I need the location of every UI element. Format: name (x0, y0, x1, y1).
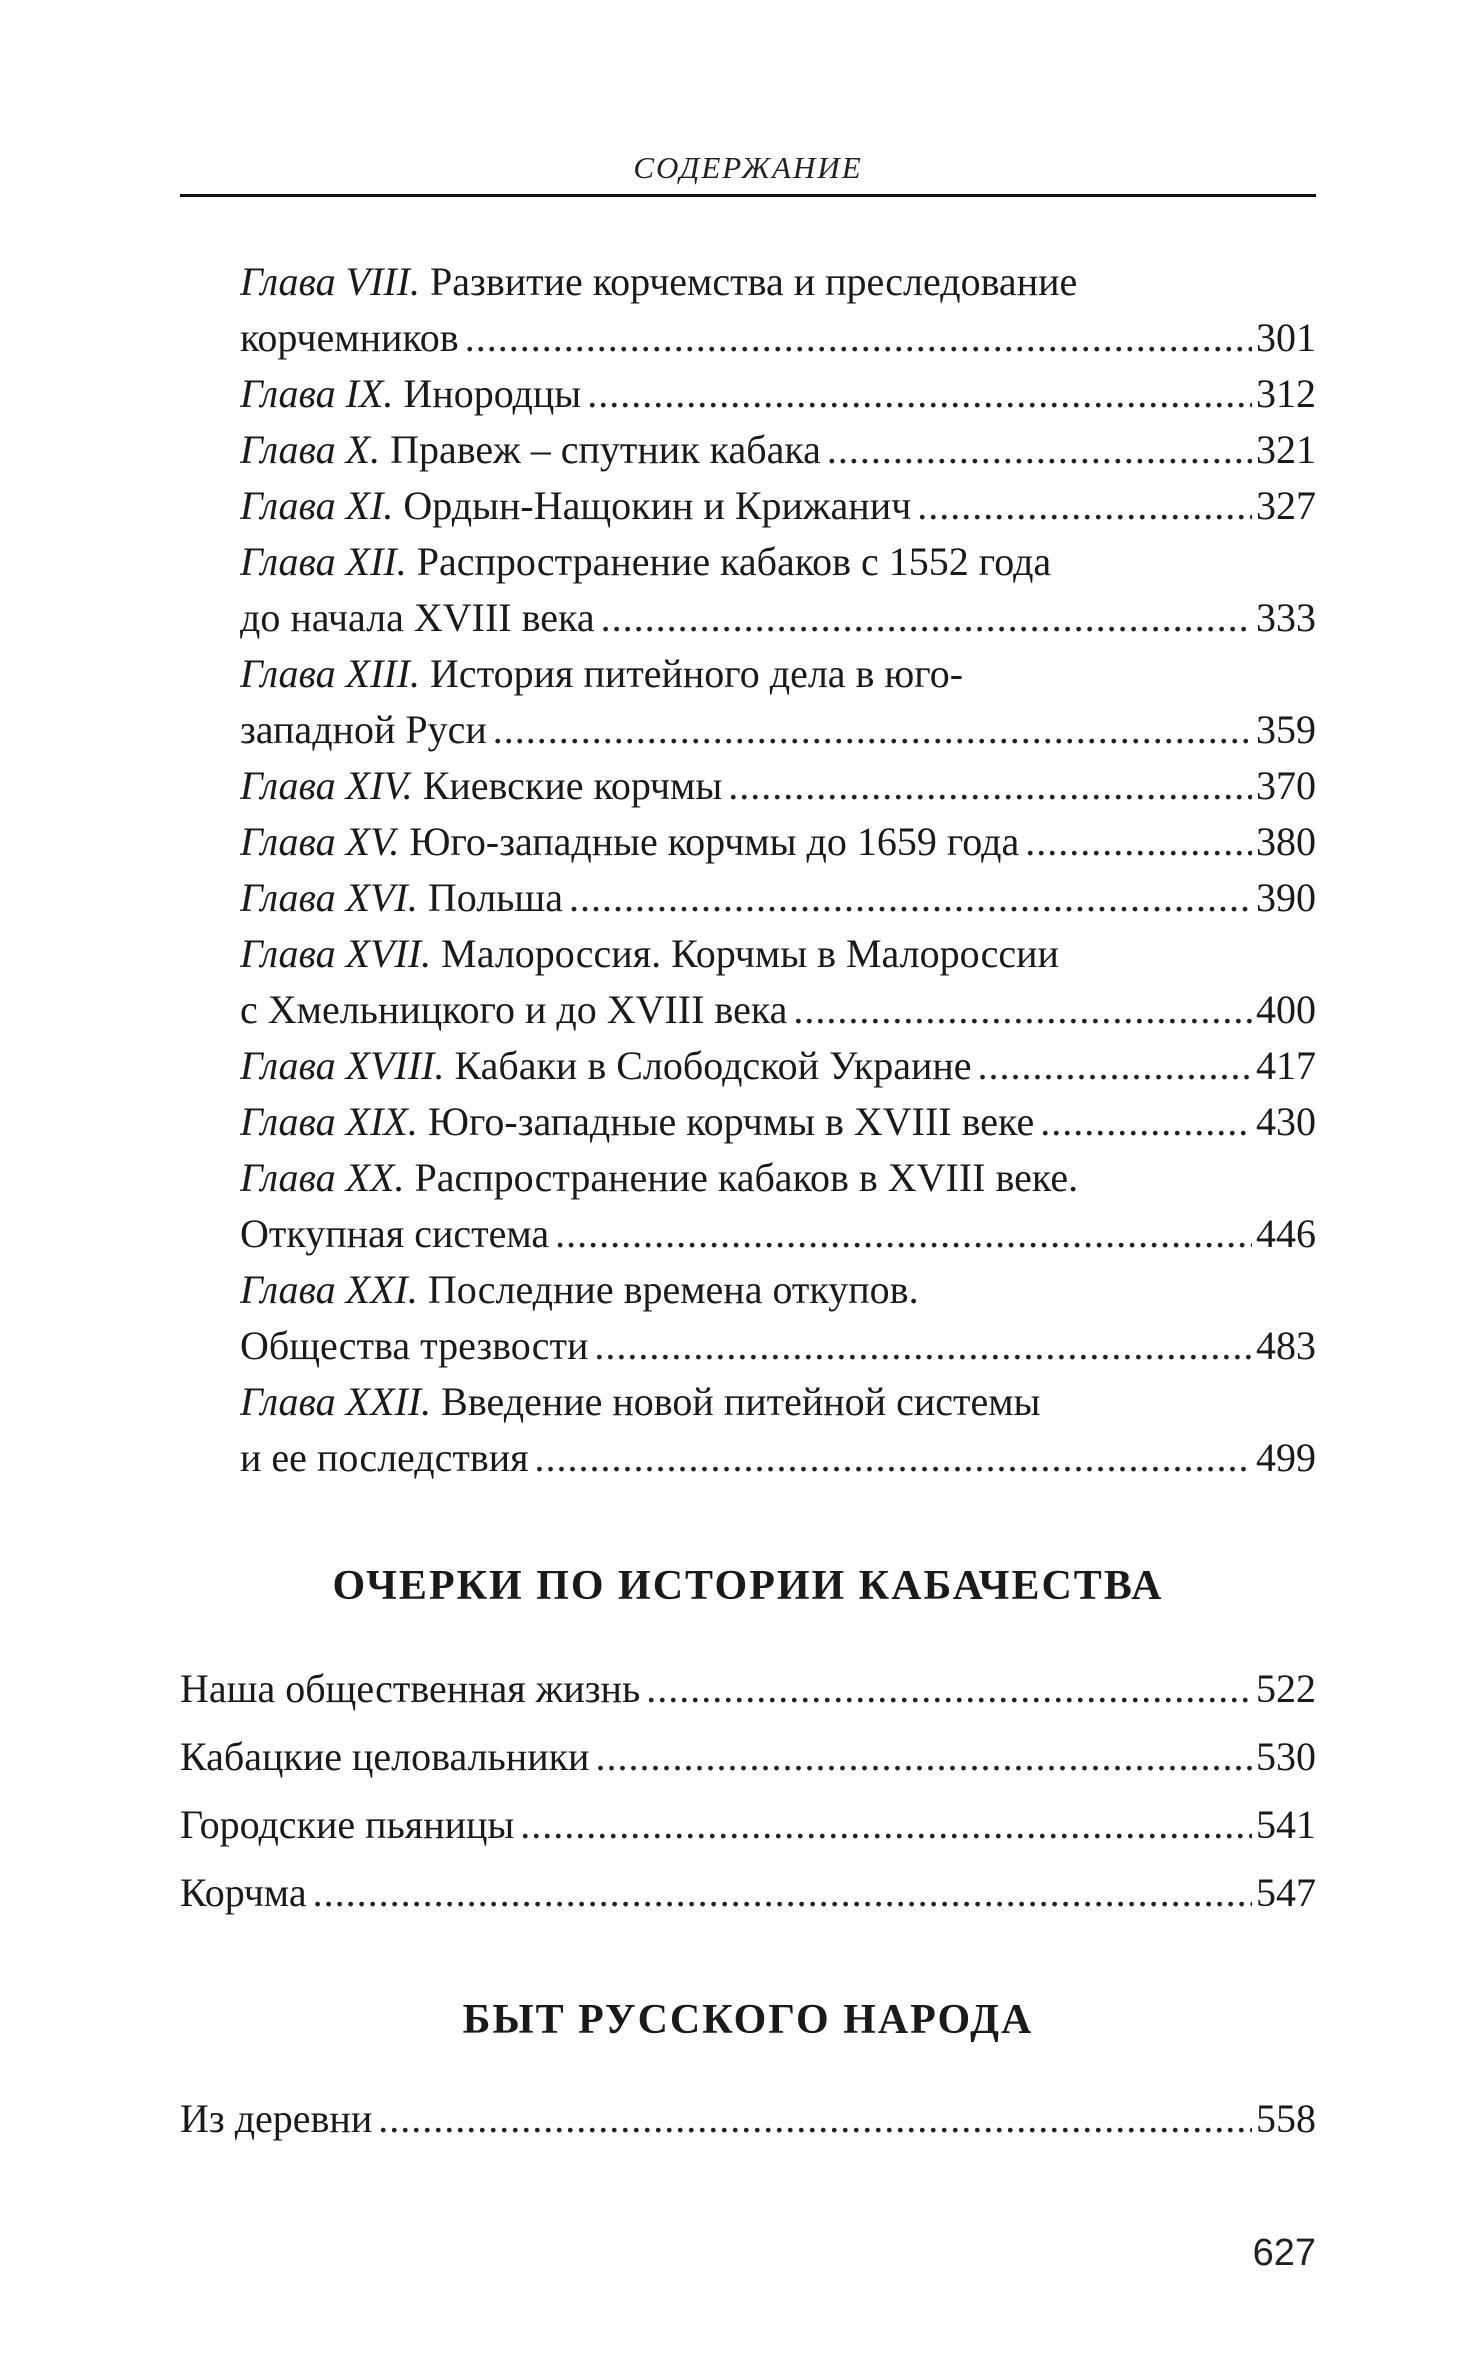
dot-leader (917, 478, 1252, 534)
page-ref: 359 (1256, 707, 1316, 752)
toc-entry-line (240, 422, 1316, 478)
page-ref: 370 (1256, 763, 1316, 808)
chapter-label: Глава XXI. (240, 1267, 418, 1312)
chapter-title: Юго-западные корчмы в XVIII веке (427, 1099, 1035, 1144)
toc-entry-line (240, 1206, 1316, 1262)
chapter-title: Кабаки в Слободской Украине (454, 1043, 972, 1088)
toc-entry (240, 366, 1316, 422)
chapter-label: Глава XV. (240, 819, 400, 864)
toc-entry-text (240, 982, 787, 1038)
essay-title: Кабацкие целовальники (180, 1734, 590, 1779)
toc-entry-text (240, 1374, 1040, 1430)
toc-entry-text (240, 422, 821, 478)
dot-leader (1025, 814, 1252, 870)
chapter-title: западной Руси (240, 707, 487, 752)
toc-entry-line (240, 254, 1316, 310)
toc-entry-text (240, 702, 487, 758)
page-ref: 430 (1256, 1099, 1316, 1144)
chapter-title: Распространение кабаков с 1552 года (416, 539, 1052, 584)
toc-entry (240, 1262, 1316, 1374)
essay-title: Из деревни (180, 2096, 373, 2141)
toc-entry-line (240, 1318, 1316, 1374)
page-ref: 301 (1256, 315, 1316, 360)
toc-entry (240, 422, 1316, 478)
dot-leader (555, 1206, 1252, 1262)
section-title-ocherki: ОЧЕРКИ ПО ИСТОРИИ КАБАЧЕСТВА (332, 1563, 1164, 1609)
toc-entry (240, 1038, 1316, 1094)
page-ref: 522 (1256, 1666, 1316, 1711)
toc-entry (240, 814, 1316, 870)
dot-leader (827, 422, 1252, 478)
section-byt-list (180, 2085, 1316, 2153)
page-ref: 530 (1256, 1734, 1316, 1779)
dot-leader (601, 590, 1252, 646)
toc-entry-text (240, 478, 911, 534)
page-ref: 390 (1256, 875, 1316, 920)
section-title-byt: БЫТ РУССКОГО НАРОДА (462, 1997, 1034, 2043)
page-number: 627 (1252, 2232, 1316, 2274)
toc-entry-line (240, 310, 1316, 366)
dot-leader (1040, 1094, 1252, 1150)
toc-entry (240, 926, 1316, 1038)
chapter-title: Ордын-Нащокин и Крижанич (403, 483, 912, 528)
dot-leader (587, 366, 1252, 422)
toc-entry-line (240, 478, 1316, 534)
page-ref: 558 (1256, 2096, 1316, 2141)
chapter-title: Последние времена откупов. (427, 1267, 919, 1312)
chapter-title: Откупная система (240, 1211, 550, 1256)
chapter-title: Киевские корчмы (422, 763, 723, 808)
dot-leader (520, 1791, 1252, 1859)
dot-leader (793, 982, 1252, 1038)
section-ocherki-list (180, 1655, 1316, 1927)
toc-entry (240, 534, 1316, 646)
chapter-label: Глава XIX. (240, 1099, 418, 1144)
toc-entry-text (240, 1430, 529, 1486)
toc-entry-text (240, 926, 1059, 982)
chapter-title: Малороссия. Корчмы в Малороссии (441, 931, 1059, 976)
toc-entry-line (240, 814, 1316, 870)
toc-entry-line (240, 534, 1316, 590)
toc-entry-text (240, 1038, 972, 1094)
toc-entry (240, 478, 1316, 534)
chapter-title: Юго-западные корчмы до 1659 года (409, 819, 1020, 864)
toc-entry-text (240, 534, 1051, 590)
toc-entry-text (240, 814, 1019, 870)
chapter-title: Польша (427, 875, 563, 920)
chapter-title: с Хмельницкого и до XVIII века (240, 987, 788, 1032)
dot-leader (728, 758, 1252, 814)
page-ref: 333 (1256, 595, 1316, 640)
chapter-label: Глава XI. (240, 483, 394, 528)
page-ref: 380 (1256, 819, 1316, 864)
toc-entry-line (240, 646, 1316, 702)
toc-entry-text (240, 1094, 1034, 1150)
toc-entry-text (240, 1150, 1078, 1206)
toc-entry-text (240, 310, 459, 366)
page-ref: 321 (1256, 427, 1316, 472)
toc-entry-line (240, 982, 1316, 1038)
toc-entry (240, 1094, 1316, 1150)
toc-entry-line (240, 1430, 1316, 1486)
toc-entry-text (240, 1262, 919, 1318)
chapter-title: Распространение кабаков в XVIII веке. (414, 1155, 1079, 1200)
page-ref: 417 (1256, 1043, 1316, 1088)
toc-entry (240, 646, 1316, 758)
toc-entry-text (240, 646, 963, 702)
dot-leader (978, 1038, 1252, 1094)
page-ref: 327 (1256, 483, 1316, 528)
running-head: СОДЕРЖАНИЕ (633, 150, 863, 185)
dot-leader (493, 702, 1252, 758)
toc-entry-text (240, 758, 722, 814)
page-ref: 483 (1256, 1323, 1316, 1368)
page-ref: 547 (1256, 1870, 1316, 1915)
chapter-title: Развитие корчемства и преследование (430, 259, 1078, 304)
chapter-label: Глава IX. (240, 371, 394, 416)
chapter-label: Глава XXII. (240, 1379, 432, 1424)
chapter-label: Глава XIII. (240, 651, 421, 696)
toc-entry (180, 1723, 1316, 1791)
toc-entry-text (240, 366, 581, 422)
chapter-title: История питейного дела в юго- (430, 651, 964, 696)
chapter-label: Глава XIV. (240, 763, 413, 808)
page-ref: 499 (1256, 1435, 1316, 1480)
chapter-label: Глава XX. (240, 1155, 405, 1200)
chapter-label: Глава VIII. (240, 259, 421, 304)
toc-entry (240, 1150, 1316, 1262)
toc-entry (240, 1374, 1316, 1486)
chapter-label: Глава X. (240, 427, 381, 472)
chapter-list (240, 254, 1316, 1486)
toc-entry-text (240, 1206, 549, 1262)
header-rule (180, 194, 1316, 197)
chapter-title: корчемников (240, 315, 459, 360)
toc-entry-text (240, 1318, 588, 1374)
chapter-title: Инородцы (403, 371, 582, 416)
essay-title: Корчма (180, 1870, 307, 1915)
chapter-title: Общества трезвости (240, 1323, 589, 1368)
toc-entry-text (240, 590, 595, 646)
toc-entry-line (240, 926, 1316, 982)
chapter-title: Введение новой питейной системы (441, 1379, 1041, 1424)
toc-entry (180, 2085, 1316, 2153)
toc-entry-text (240, 254, 1077, 310)
toc-entry-line (240, 1150, 1316, 1206)
page-ref: 446 (1256, 1211, 1316, 1256)
essay-title: Наша общественная жизнь (180, 1666, 641, 1711)
page-ref: 400 (1256, 987, 1316, 1032)
toc-entry (240, 254, 1316, 366)
toc-entry-line (240, 1262, 1316, 1318)
toc-entry-line (240, 870, 1316, 926)
dot-leader (465, 310, 1252, 366)
dot-leader (378, 2085, 1252, 2153)
toc-entry (240, 870, 1316, 926)
essay-title: Городские пьяницы (180, 1802, 515, 1847)
dot-leader (594, 1318, 1252, 1374)
toc-entry (240, 758, 1316, 814)
toc-entry-line (240, 1094, 1316, 1150)
dot-leader (313, 1859, 1252, 1927)
toc-entry-line (240, 1374, 1316, 1430)
toc-entry-line (240, 1038, 1316, 1094)
toc-entry (180, 1791, 1316, 1859)
chapter-label: Глава XVI. (240, 875, 418, 920)
toc-entry-line (240, 758, 1316, 814)
chapter-title: и ее последствия (240, 1435, 529, 1480)
chapter-title: до начала XVIII века (240, 595, 595, 640)
chapter-title: Правеж – спутник кабака (390, 427, 821, 472)
chapter-label: Глава XII. (240, 539, 407, 584)
dot-leader (595, 1723, 1252, 1791)
chapter-label: Глава XVIII. (240, 1043, 445, 1088)
toc-entry-line (240, 590, 1316, 646)
chapter-label: Глава XVII. (240, 931, 432, 976)
dot-leader (646, 1655, 1252, 1723)
toc-entry (180, 1859, 1316, 1927)
dot-leader (569, 870, 1252, 926)
page-ref: 312 (1256, 371, 1316, 416)
toc-entry-text (240, 870, 563, 926)
dot-leader (535, 1430, 1252, 1486)
toc-entry-line (240, 702, 1316, 758)
page-ref: 541 (1256, 1802, 1316, 1847)
toc-entry-line (240, 366, 1316, 422)
toc-entry (180, 1655, 1316, 1723)
